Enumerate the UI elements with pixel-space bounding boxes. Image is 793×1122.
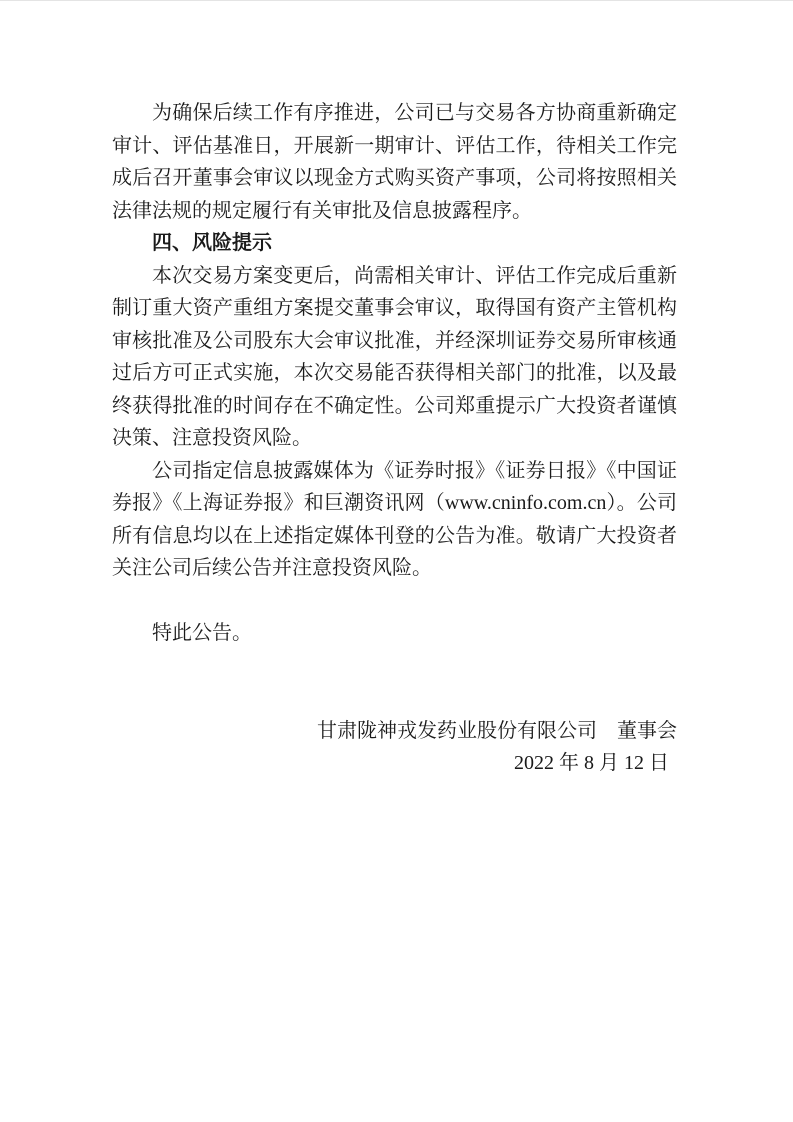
document-body <box>112 97 677 780</box>
paragraph-disclosure-media: 公司指定信息披露媒体为《证券时报》《证券日报》《中国证券报》《上海证券报》和巨潮资讯网（www.cninfo.com.cn）。公司所有信息均以在上述指定媒体刊登的公告为准。敬请广大投资者关注公司后续公告并注意投资风险。 <box>112 459 677 579</box>
paragraph-followup-work: 为确保后续工作有序推进，公司已与交易各方协商重新确定审计、评估基准日，开展新一期审计、评估工作，待相关工作完成后召开董事会审议以现金方式购买资产事项，公司将按照相关法律法规的规定履行有关审批及信息披露程序。 <box>112 102 677 222</box>
signature-company: 甘肃陇神戎发药业股份有限公司 董事会 <box>317 719 677 742</box>
page-top-edge <box>0 0 793 1</box>
signature-block <box>112 715 677 780</box>
paragraph-risk-detail: 本次交易方案变更后，尚需相关审计、评估工作完成后重新制订重大资产重组方案提交董事会审议，取得国有资产主管机构审核批准及公司股东大会审议批准，并经深圳证券交易所审核通过后方可正式实施，本次交易能否获得相关部门的批准，以及最终获得批准的时间存在不确定性。公司郑重提示广大投资者谨慎决策、注意投资风险。 <box>112 264 677 449</box>
signature-date: 2022 年 8 月 12 日 <box>514 752 669 774</box>
closing-statement: 特此公告。 <box>152 622 252 644</box>
section-heading-risk-warning: 四、风险提示 <box>152 232 272 254</box>
